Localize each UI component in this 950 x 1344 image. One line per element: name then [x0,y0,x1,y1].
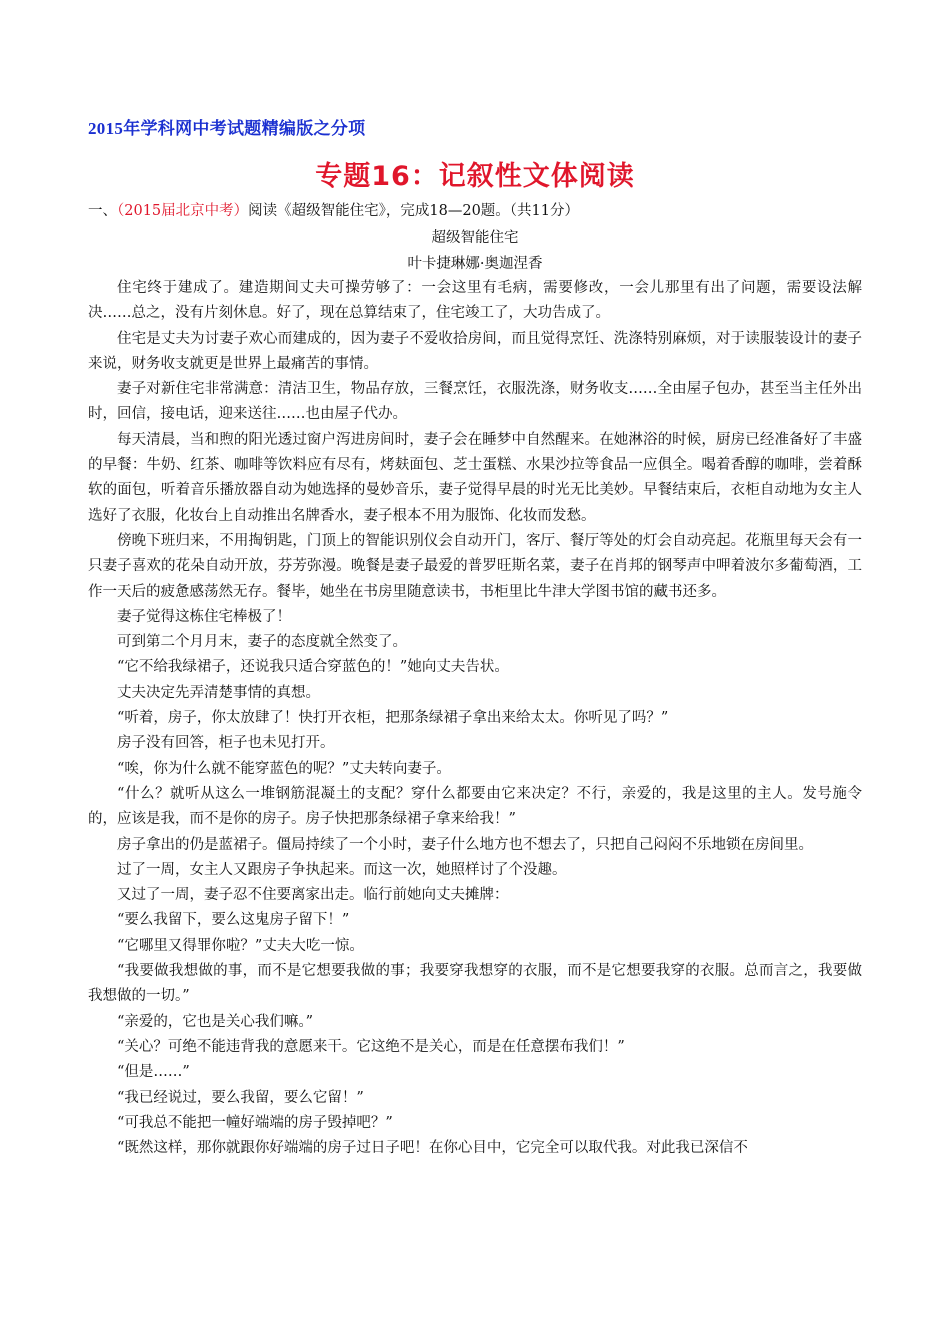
story-title: 超级智能住宅 [431,230,519,246]
story-paragraph: “可我总不能把一幢好端端的房子毁掉吧？” [117,1114,393,1131]
question-intro [88,199,579,220]
topic-title: 专题16：记叙性文体阅读 [315,161,635,192]
story-paragraph: 傍晚下班归来，不用掏钥匙，门顶上的智能识别仪会自动开门，客厅、餐厅等处的灯会自动亮起。花瓶里每天会有一只妻子喜欢的花朵自动开放，芬芳弥漫。晚餐是妻子最爱的普罗旺斯名菜，妻子在肖邦的钢琴声中呷着波尔多葡萄酒，工作一天后的疲惫感荡然无存。餐毕，她坐在书房里随意读书，书柜里比牛津大学图书馆的藏书还多。 [88,532,862,600]
story-paragraph: 又过了一周，妻子忍不住要离家出走。临行前她向丈夫摊牌： [117,887,509,904]
story-author: 叶卡捷琳娜·奥迦涅香 [407,256,543,272]
story-paragraph: 住宅是丈夫为讨妻子欢心而建成的，因为妻子不爱收拾房间，而且觉得烹饪、洗涤特别麻烦，对于读服装设计的妻子来说，财务收支就更是世界上最痛苦的事情。 [88,330,862,372]
story-paragraph: “我已经说过，要么我留，要么它留！” [117,1089,364,1106]
story-paragraph: “听着，房子，你太放肆了！快打开衣柜，把那条绿裙子拿出来给太太。你听见了吗？” [117,710,669,727]
story-paragraph: 可到第二个月月末，妻子的态度就全然变了。 [117,634,407,651]
story-paragraph: 房子没有回答，柜子也未见打开。 [117,735,335,752]
story-paragraph: “什么？就听从这么一堆钢筋混凝土的支配？穿什么都要由它来决定？不行，亲爱的，我是这里的主人。发号施令的，应该是我，而不是你的房子。房子快把那条绿裙子拿来给我！” [88,785,862,828]
document-source-header: 2015年学科网中考试题精编版之分项 [88,119,366,138]
story-paragraph: 住宅终于建成了。建造期间丈夫可操劳够了：一会这里有毛病，需要修改，一会儿那里有出了问题，需要设法解决……总之，没有片刻休息。好了，现在总算结束了，住宅竣工了，大功告成了。 [88,280,862,322]
story-paragraph: 每天清晨，当和煦的阳光透过窗户泻进房间时，妻子会在睡梦中自然醒来。在她淋浴的时候，厨房已经准备好了丰盛的早餐：牛奶、红茶、咖啡等饮料应有尽有，烤麸面包、芝士蛋糕、水果沙拉等食品一应俱全。喝着香醇的咖啡，尝着酥软的面包，听着音乐播放器自动为她选择的曼妙音乐，妻子觉得早晨的时光无比美妙。早餐结束后，衣柜自动地为女主人选好了衣服，化妆台上自动推出名牌香水，妻子根本不用为服饰、化妆而发愁。 [88,431,862,524]
story-paragraph: 妻子觉得这栋住宅棒极了！ [117,608,291,625]
story-paragraph: “唉，你为什么就不能穿蓝色的呢？”丈夫转向妻子。 [117,760,451,777]
story-paragraph: “它哪里又得罪你啦？”丈夫大吃一惊。 [117,937,364,954]
story-body [88,276,862,1161]
story-paragraph: “要么我留下，要么这鬼房子留下！” [117,912,350,929]
question-number: 一、 [88,203,117,219]
story-paragraph: 过了一周，女主人又跟房子争执起来。而这一次，她照样讨了个没趣。 [117,861,567,878]
story-paragraph: “我要做我想做的事，而不是它想要我做的事；我要穿我想穿的衣服，而不是它想要我穿的衣服。总而言之，我要做我想做的一切。” [88,963,862,1005]
question-instruction: 阅读《超级智能住宅》，完成18—20题。（共11分） [248,203,580,219]
story-paragraph: 妻子对新住宅非常满意：清洁卫生，物品存放，三餐烹饪，衣服洗涤，财务收支……全由屋子包办，甚至当主任外出时，回信，接电话，迎来送往……也由屋子代办。 [88,381,862,423]
story-paragraph: “但是……” [117,1064,190,1081]
story-paragraph: “关心？可绝不能违背我的意愿来干。它这绝不是关心，而是在任意摆布我们！” [117,1038,625,1055]
story-paragraph: “它不给我绿裙子，还说我只适合穿蓝色的！”她向丈夫告状。 [117,659,509,676]
story-paragraph: “既然这样，那你就跟你好端端的房子过日子吧！在你心目中，它完全可以取代我。对此我已深信不 [117,1140,748,1157]
question-source: （2015届北京中考） [117,203,249,219]
story-paragraph: “亲爱的，它也是关心我们嘛。” [117,1013,314,1030]
story-paragraph: 丈夫决定先弄清楚事情的真想。 [117,684,320,701]
story-paragraph: 房子拿出的仍是蓝裙子。僵局持续了一个小时，妻子什么地方也不想去了，只把自己闷闷不乐地锁在房间里。 [117,836,813,853]
